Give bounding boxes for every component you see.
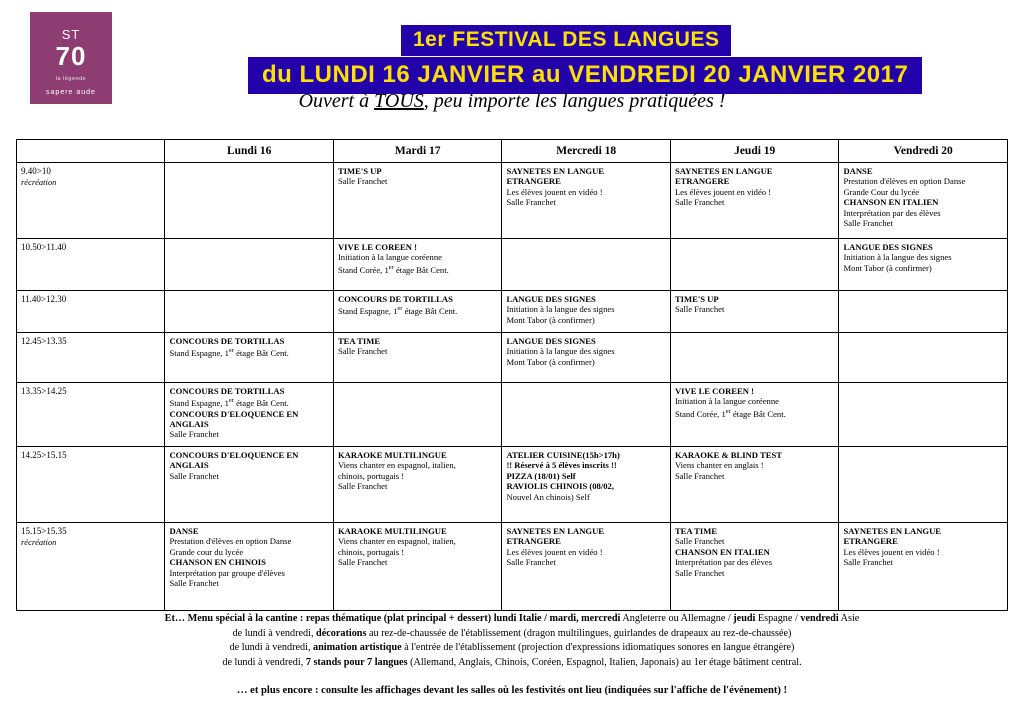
event-title: KARAOKE MULTILINGUE [337, 450, 447, 460]
event-detail: Salle Franchet [169, 429, 219, 440]
footer-line-4-b: 7 stands pour 7 langues [305, 656, 408, 668]
event-cell [502, 239, 671, 291]
table-row [17, 163, 1008, 239]
event-title: CHANSON EN ITALIEN [674, 546, 770, 557]
event-cell [165, 523, 334, 611]
column-header-mercredi: Mercredi 18 [502, 140, 671, 163]
footer-line-1-f: Asie [838, 613, 860, 624]
event-detail: Grande Cour du lycée [843, 186, 920, 197]
event-detail: Salle Franchet [337, 346, 388, 357]
event-title: CONCOURS DE TORTILLAS [169, 386, 285, 396]
event-detail: Salle Franchet [506, 197, 556, 208]
event-title: VIVE LE COREEN ! [337, 242, 417, 252]
event-title: DANSE [169, 526, 199, 536]
event-cell [165, 383, 334, 447]
event-detail: chinois, portugais ! [337, 470, 405, 481]
footer-line-4-c: (Allemand, Anglais, Chinois, Coréen, Espagnol, Italien, Japonais) au 1er étage bâtiment central. [407, 656, 802, 668]
event-detail: Prestation d'élèves en option Danse [843, 176, 966, 187]
time-slot-label: 11.40>12.30 [21, 294, 67, 304]
event-title: SAYNETES EN LANGUE [843, 526, 942, 536]
event-title: ETRANGERE [506, 176, 561, 187]
footer-line-1-a: Et… Menu spécial à la cantine : repas thématique (plat principal + dessert) lundi Italie / mardi, mercredi [164, 613, 621, 624]
logo-mark-top: ST [61, 27, 81, 42]
event-title: VIVE LE COREEN ! [674, 386, 754, 396]
table-row [17, 523, 1008, 611]
time-slot-label: 9.40>10 [21, 166, 51, 176]
footer-line-3-c: à l'entrée de l'établissement (projection d'expressions idiomatiques sonores en langue étrangère) [401, 642, 795, 653]
event-detail: Grande cour du lycée [169, 546, 244, 557]
event-cell [165, 291, 334, 333]
event-detail: Initiation à la langue des signes [843, 252, 952, 263]
time-slot-label: 12.45>13.35 [21, 336, 67, 346]
event-detail: Salle Franchet [674, 470, 725, 481]
event-detail: Salle Franchet [843, 557, 893, 568]
schedule-table [16, 139, 1008, 611]
event-detail: Salle Franchet [337, 481, 388, 492]
event-cell [839, 523, 1008, 611]
ordinal-suffix: er [388, 263, 394, 271]
footer-line-3-a: de lundi à vendredi, [229, 642, 314, 653]
event-detail: Stand Espagne, 1er étage Bât Cent. [169, 397, 289, 409]
event-detail: Salle Franchet [337, 176, 388, 187]
event-detail: Salle Franchet [337, 557, 388, 568]
table-row [17, 333, 1008, 383]
event-title: LANGUE DES SIGNES [843, 242, 933, 252]
logo-motto: sapere aude [46, 89, 96, 96]
footer-line-1 [16, 612, 1008, 627]
time-slot-cell [17, 383, 165, 447]
time-slot-cell [17, 447, 165, 523]
schedule-body [17, 163, 1008, 611]
event-detail: Stand Espagne, 1er étage Bât Cent. [169, 347, 289, 359]
event-cell [839, 447, 1008, 523]
event-detail: Mont Tabor (à confirmer) [843, 262, 932, 273]
event-detail: Nouvel An chinois) Self [506, 491, 590, 502]
table-header-row [17, 140, 1008, 163]
event-detail: Initiation à la langue des signes [506, 346, 615, 357]
event-detail: Les élèves jouent en vidéo ! [506, 546, 603, 557]
table-row [17, 383, 1008, 447]
time-slot-cell [17, 163, 165, 239]
event-title: ANGLAIS [169, 419, 209, 430]
column-header-lundi: Lundi 16 [165, 140, 334, 163]
event-title: LANGUE DES SIGNES [506, 294, 596, 304]
event-cell [333, 291, 502, 333]
footer-line-2-b: décorations [316, 627, 367, 639]
event-detail: Initiation à la langue coréenne [674, 396, 779, 407]
event-detail: Les élèves jouent en vidéo ! [506, 186, 603, 197]
time-slot-label: 14.25>15.15 [21, 450, 67, 460]
event-cell [670, 333, 839, 383]
event-detail: Stand Espagne, 1er étage Bât Cent. [337, 305, 458, 317]
festival-subtitle [0, 90, 1024, 113]
footer-line-1-e: vendredi [800, 613, 839, 624]
footer-line-4 [16, 656, 1008, 671]
event-title: SAYNETES EN LANGUE [674, 166, 773, 176]
event-cell [333, 383, 502, 447]
footer-line-2-c: au rez-de-chaussée de l'établissement (dragon multilingues, guirlandes de drapeaux au rez-de-chaussée) [366, 627, 792, 639]
footer-line-2 [16, 627, 1008, 642]
footer-line-2-a: de lundi à vendredi, [232, 627, 317, 639]
event-cell [670, 291, 839, 333]
event-cell [165, 239, 334, 291]
event-title: SAYNETES EN LANGUE [506, 526, 605, 536]
event-cell [839, 383, 1008, 447]
time-slot-cell [17, 239, 165, 291]
event-title: SAYNETES EN LANGUE [506, 166, 605, 176]
event-cell [502, 383, 671, 447]
event-title: LANGUE DES SIGNES [506, 336, 596, 346]
event-cell [165, 447, 334, 523]
time-slot-note: récréation [21, 537, 57, 547]
event-title: KARAOKE MULTILINGUE [337, 526, 447, 536]
event-title: CHANSON EN CHINOIS [169, 557, 266, 568]
event-cell [333, 239, 502, 291]
event-title: CONCOURS D'ELOQUENCE EN [169, 450, 299, 460]
event-cell [165, 333, 334, 383]
event-detail: Salle Franchet [674, 304, 725, 315]
event-title: ETRANGERE [506, 536, 561, 547]
event-detail: chinois, portugais ! [337, 546, 405, 557]
table-row [17, 239, 1008, 291]
time-slot-label: 10.50>11.40 [21, 242, 67, 252]
event-cell [670, 163, 839, 239]
ordinal-suffix: er [228, 347, 234, 355]
event-detail: Mont Tabor (à confirmer) [506, 314, 595, 325]
event-title: TEA TIME [337, 336, 381, 346]
event-title: ATELIER CUISINE(15h>17h) [506, 450, 620, 460]
festival-title-banner: 1er FESTIVAL DES LANGUES [401, 25, 731, 56]
event-detail: Stand Corée, 1er étage Bât Cent. [674, 407, 786, 419]
event-detail: Viens chanter en espagnol, italien, [337, 460, 456, 471]
event-cell [670, 239, 839, 291]
event-title: PIZZA (18/01) Self [506, 470, 576, 481]
time-slot-cell [17, 333, 165, 383]
event-cell [670, 383, 839, 447]
event-title: TIME'S UP [337, 166, 382, 176]
event-detail: Initiation à la langue coréenne [337, 252, 442, 263]
logo-mark [30, 28, 112, 86]
event-detail: Salle Franchet [843, 218, 893, 229]
event-detail: Salle Franchet [674, 567, 725, 578]
ordinal-suffix: er [725, 407, 731, 415]
event-title: RAVIOLIS CHINOIS (08/02, [506, 481, 614, 492]
event-title: TIME'S UP [674, 294, 719, 304]
event-title: CONCOURS DE TORTILLAS [337, 294, 453, 304]
event-detail: Interprétation par des élèves [674, 557, 773, 568]
event-detail: Salle Franchet [674, 197, 725, 208]
event-detail: Mont Tabor (à confirmer) [506, 356, 595, 367]
event-cell [839, 291, 1008, 333]
event-title: DANSE [843, 166, 873, 176]
footer-line-3 [16, 641, 1008, 656]
event-cell [839, 163, 1008, 239]
event-detail: Interprétation par des élèves [843, 207, 941, 218]
event-cell [333, 333, 502, 383]
column-header-jeudi: Jeudi 19 [670, 140, 839, 163]
event-title: ETRANGERE [843, 536, 898, 547]
event-cell [502, 447, 671, 523]
footer-line-1-c: jeudi [733, 613, 756, 624]
event-cell [165, 163, 334, 239]
event-title: TEA TIME [674, 526, 718, 536]
event-detail: Salle Franchet [169, 470, 219, 481]
footer-line-1-b: Angleterre ou Allemagne / [620, 613, 734, 624]
time-slot-cell [17, 523, 165, 611]
time-slot-label: 13.35>14.25 [21, 386, 67, 396]
subtitle-after: , peu importe les langues pratiquées ! [423, 90, 726, 112]
time-slot-cell [17, 291, 165, 333]
footer-line-4-a: de lundi à vendredi, [222, 656, 306, 668]
event-detail: Stand Corée, 1er étage Bât Cent. [337, 263, 449, 275]
subtitle-underlined: TOUS [374, 90, 424, 112]
event-title: CONCOURS D'ELOQUENCE EN [169, 408, 299, 419]
festival-dates-banner: du LUNDI 16 JANVIER au VENDREDI 20 JANVIER 2017 [248, 57, 922, 94]
event-cell [670, 523, 839, 611]
event-detail: Salle Franchet [506, 557, 556, 568]
event-cell [502, 523, 671, 611]
event-detail: Salle Franchet [169, 578, 219, 589]
event-title: KARAOKE & BLIND TEST [674, 450, 782, 460]
table-row [17, 291, 1008, 333]
event-title: ETRANGERE [674, 176, 730, 187]
column-header-vendredi: Vendredi 20 [839, 140, 1008, 163]
event-title: !! Réservé à 5 élèves inscrits !! [506, 460, 617, 471]
logo-sub: la légende [55, 76, 87, 82]
event-title: CONCOURS DE TORTILLAS [169, 336, 285, 346]
column-header-time [17, 140, 165, 163]
footer-closing-line: … et plus encore : consulte les affichages devant les salles où les festivités ont lieu (indiquées sur l'affiche de l'événement) ! [236, 685, 788, 696]
event-cell [839, 239, 1008, 291]
event-title: CHANSON EN ITALIEN [843, 197, 939, 208]
event-cell [333, 163, 502, 239]
event-detail: Les élèves jouent en vidéo ! [674, 186, 772, 197]
logo-mark-number: 70 [55, 41, 87, 71]
event-cell [333, 447, 502, 523]
ordinal-suffix: er [397, 305, 403, 313]
table-row [17, 447, 1008, 523]
event-detail: Viens chanter en anglais ! [674, 460, 764, 471]
footer-notes [16, 612, 1008, 699]
footer-line-3-b: animation artistique [313, 642, 402, 653]
subtitle-before: Ouvert à [298, 90, 375, 112]
event-detail: Interprétation par groupe d'élèves [169, 567, 285, 578]
event-detail: Salle Franchet [674, 536, 725, 547]
ordinal-suffix: er [228, 397, 234, 405]
event-cell [502, 333, 671, 383]
event-detail: Les élèves jouent en vidéo ! [843, 546, 940, 557]
event-cell [333, 523, 502, 611]
event-cell [502, 163, 671, 239]
column-header-mardi: Mardi 17 [333, 140, 502, 163]
event-cell [839, 333, 1008, 383]
event-detail: Initiation à la langue des signes [506, 304, 615, 315]
event-detail: Prestation d'élèves en option Danse [169, 536, 292, 547]
event-title: ANGLAIS [169, 460, 209, 471]
event-cell [670, 447, 839, 523]
event-detail: Viens chanter en espagnol, italien, [337, 536, 456, 547]
time-slot-note: récréation [21, 177, 57, 187]
time-slot-label: 15.15>15.35 [21, 526, 67, 536]
footer-line-1-d: Espagne / [755, 613, 801, 624]
event-cell [502, 291, 671, 333]
